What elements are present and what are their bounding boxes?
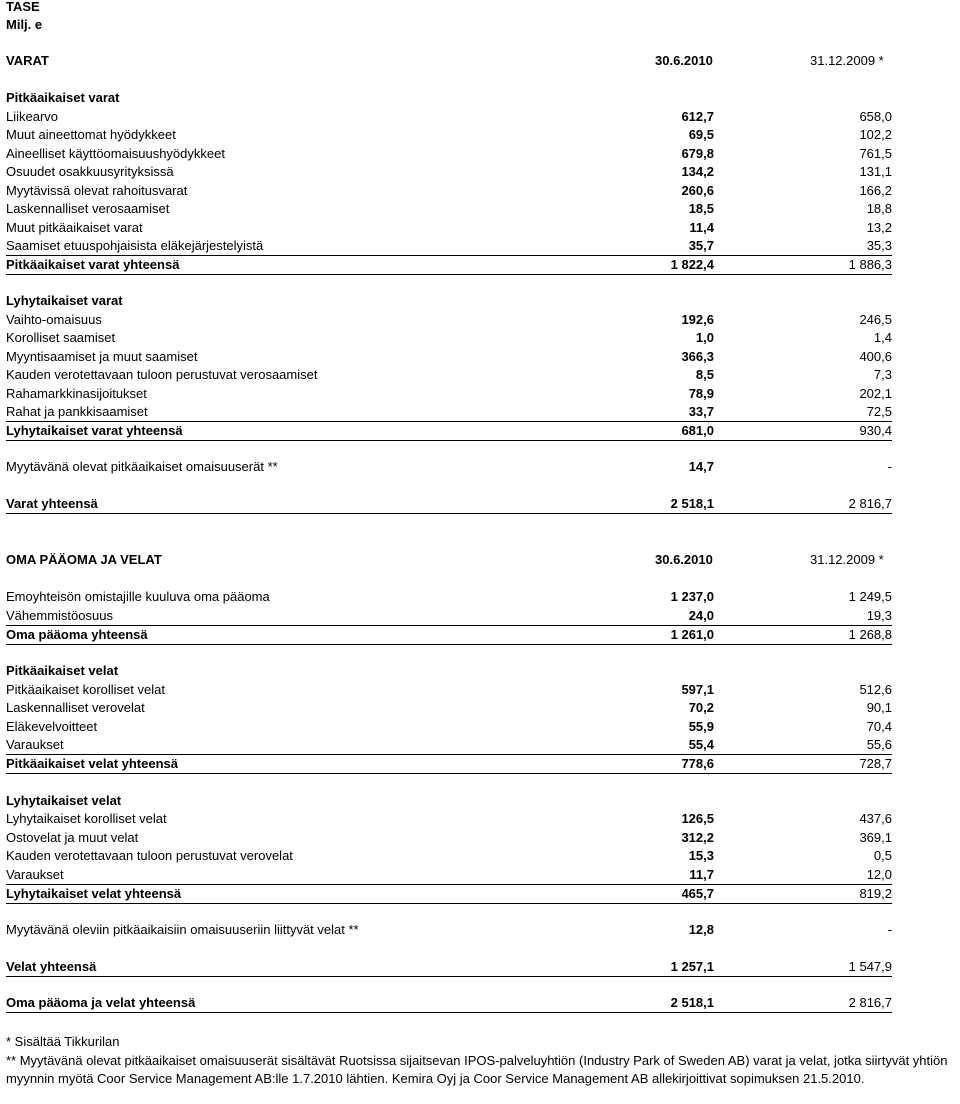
- table-row: [6, 163, 892, 181]
- total-label: Pitkäaikaiset varat yhteensä: [6, 257, 180, 272]
- equity-liabilities-header-label: OMA PÄÄOMA JA VELAT: [6, 552, 162, 567]
- total-label: Pitkäaikaiset velat yhteensä: [6, 756, 178, 771]
- assets-header-label: VARAT: [6, 53, 49, 68]
- row-value-2009: 18,8: [866, 201, 892, 216]
- row-value-2009: 35,3: [866, 238, 892, 253]
- row-value-2009: 72,5: [866, 404, 892, 419]
- row-value-2009: 90,1: [866, 700, 892, 715]
- row-value-2009: 369,1: [859, 830, 892, 845]
- total-value-2009: 2 816,7: [848, 995, 892, 1010]
- row-value-2010: 192,6: [681, 312, 714, 327]
- table-row: [6, 348, 892, 366]
- row-label: Vähemmistöosuus: [6, 608, 113, 623]
- row-label: Vaihto-omaisuus: [6, 312, 102, 327]
- row-value-2010: 33,7: [688, 404, 714, 419]
- row-label: Varaukset: [6, 737, 64, 752]
- total-label: Lyhytaikaiset varat yhteensä: [6, 423, 183, 438]
- row-value-2010: 69,5: [688, 127, 714, 142]
- row-value-2010: 11,7: [689, 867, 714, 882]
- total-label: Lyhytaikaiset velat yhteensä: [6, 886, 182, 901]
- table-row: [6, 219, 892, 237]
- table-row: [6, 588, 892, 606]
- noncurrent-assets-heading: [6, 89, 892, 107]
- noncurrent-assets-heading-text: Pitkäaikaiset varat: [6, 90, 120, 105]
- table-row: [6, 108, 892, 126]
- row-label: Aineelliset käyttöomaisuushyödykkeet: [6, 146, 225, 161]
- row-value-2010: 612,7: [681, 109, 714, 124]
- row-label: Varaukset: [6, 867, 64, 882]
- row-value-2009: 202,1: [859, 386, 892, 401]
- row-value-2009: 437,6: [859, 811, 892, 826]
- table-row: [6, 145, 892, 163]
- row-value-2010: 1,0: [695, 330, 714, 345]
- row-value-2010: 312,2: [681, 830, 714, 845]
- equity-liabilities-header: [6, 551, 892, 569]
- noncurrent-liabilities-heading: [6, 662, 892, 680]
- total-value-2009: 1 268,8: [848, 627, 892, 642]
- table-row: [6, 403, 892, 421]
- doc-unit: [6, 16, 892, 34]
- row-value-2010: 55,9: [688, 719, 714, 734]
- row-value-2009: 0,5: [873, 848, 892, 863]
- table-row: [6, 810, 892, 828]
- current-assets-total-row: [6, 421, 892, 441]
- row-label: Muut aineettomat hyödykkeet: [6, 127, 176, 142]
- total-value-2010: 2 518,1: [670, 496, 714, 511]
- row-value-2009: -: [887, 922, 892, 937]
- row-label: Korolliset saamiset: [6, 330, 116, 345]
- row-label: Emoyhteisön omistajille kuuluva oma pääoma: [6, 589, 270, 604]
- row-value-2009: 102,2: [859, 127, 892, 142]
- total-value-2010: 778,6: [681, 756, 714, 771]
- table-row: [6, 736, 892, 754]
- row-value-2009: 1 249,5: [848, 589, 892, 604]
- total-value-2010: 2 518,1: [670, 995, 714, 1010]
- row-value-2009: 1,4: [873, 330, 892, 345]
- noncurrent-liabilities-total-row: [6, 754, 892, 774]
- liabilities-total-row: [6, 958, 892, 977]
- table-row: [6, 182, 892, 200]
- table-row: [6, 699, 892, 717]
- table-row: [6, 866, 892, 884]
- assets-header-col1: 30.6.2010: [655, 53, 713, 68]
- row-label: Laskennalliset verovelat: [6, 700, 145, 715]
- row-value-2009: 512,6: [859, 682, 892, 697]
- row-label: Myytävänä oleviin pitkäaikaisiin omaisuuseriin liittyvät velat **: [6, 922, 359, 937]
- row-value-2010: 126,5: [681, 811, 714, 826]
- noncurrent-liabilities-heading-text: Pitkäaikaiset velat: [6, 663, 119, 678]
- row-value-2009: 761,5: [859, 146, 892, 161]
- row-value-2009: 13,2: [866, 220, 892, 235]
- footnote-2: ** Myytävänä olevat pitkäaikaiset omaisuuserät sisältävät Ruotsissa sijaitsevan IPOS-palveluyhtiön (Industry Park of Sweden AB) varat ja velat, jotka siirtyvät yhtiön myynnin myötä Coor Service Management AB:lle 1.7.2010 lähtien. Kemira Oyj ja Coor Service Management AB allekirjoittivat sopimuksen 21.5.2010.: [6, 1053, 948, 1086]
- total-label: Varat yhteensä: [6, 496, 98, 511]
- row-value-2009: 7,3: [873, 367, 892, 382]
- noncurrent-assets-total-row: [6, 255, 892, 275]
- table-row: [6, 829, 892, 847]
- table-row: [6, 237, 892, 255]
- row-value-2010: 14,7: [688, 459, 714, 474]
- row-value-2010: 679,8: [681, 146, 714, 161]
- row-label: Kauden verotettavaan tuloon perustuvat verosaamiset: [6, 367, 318, 382]
- row-label: Muut pitkäaikaiset varat: [6, 220, 143, 235]
- equity-total-row: [6, 625, 892, 645]
- row-value-2009: 70,4: [866, 719, 892, 734]
- held-for-sale-liabilities-row: [6, 921, 892, 939]
- row-value-2010: 15,3: [688, 848, 714, 863]
- row-value-2010: 12,8: [688, 922, 714, 937]
- table-row: [6, 607, 892, 625]
- table-row: [6, 718, 892, 736]
- equity-liabilities-grand-total-row: [6, 994, 892, 1013]
- row-value-2009: -: [887, 459, 892, 474]
- equity-liabilities-header-col1: 30.6.2010: [655, 552, 713, 567]
- current-liabilities-heading-text: Lyhytaikaiset velat: [6, 793, 122, 808]
- total-value-2009: 930,4: [859, 423, 892, 438]
- table-row: [6, 311, 892, 329]
- doc-title: [6, 0, 892, 16]
- current-liabilities-heading: [6, 792, 892, 810]
- row-label: Eläkevelvoitteet: [6, 719, 98, 734]
- row-value-2010: 18,5: [688, 201, 714, 216]
- row-value-2009: 12,0: [866, 867, 892, 882]
- total-value-2009: 1 547,9: [848, 959, 892, 974]
- table-row: [6, 385, 892, 403]
- total-label: Oma pääoma yhteensä: [6, 627, 148, 642]
- row-value-2009: 246,5: [859, 312, 892, 327]
- current-assets-heading: [6, 292, 892, 310]
- total-value-2009: 1 886,3: [848, 257, 892, 272]
- equity-liabilities-header-col2: 31.12.2009 *: [810, 552, 884, 567]
- current-assets-heading-text: Lyhytaikaiset varat: [6, 293, 123, 308]
- row-label: Lyhytaikaiset korolliset velat: [6, 811, 167, 826]
- row-label: Myytävänä olevat pitkäaikaiset omaisuuserät **: [6, 459, 278, 474]
- current-liabilities-total-row: [6, 884, 892, 904]
- total-value-2010: 1 261,0: [670, 627, 714, 642]
- row-value-2010: 11,4: [689, 220, 714, 235]
- row-label: Myyntisaamiset ja muut saamiset: [6, 349, 198, 364]
- row-label: Pitkäaikaiset korolliset velat: [6, 682, 165, 697]
- row-value-2010: 597,1: [681, 682, 714, 697]
- footnote-1: * Sisältää Tikkurilan: [6, 1034, 120, 1049]
- total-value-2010: 1 822,4: [670, 257, 714, 272]
- table-row: [6, 200, 892, 218]
- row-value-2010: 366,3: [681, 349, 714, 364]
- table-row: [6, 681, 892, 699]
- row-value-2010: 134,2: [681, 164, 714, 179]
- row-label: Saamiset etuuspohjaisista eläkejärjestelyistä: [6, 238, 264, 253]
- row-value-2010: 8,5: [695, 367, 714, 382]
- assets-header-col2: 31.12.2009 *: [810, 53, 884, 68]
- row-label: Rahamarkkinasijoitukset: [6, 386, 147, 401]
- row-label: Kauden verotettavaan tuloon perustuvat verovelat: [6, 848, 293, 863]
- row-label: Laskennalliset verosaamiset: [6, 201, 170, 216]
- row-value-2009: 55,6: [866, 737, 892, 752]
- row-value-2009: 19,3: [866, 608, 892, 623]
- row-value-2009: 166,2: [859, 183, 892, 198]
- row-label: Rahat ja pankkisaamiset: [6, 404, 148, 419]
- table-row: [6, 847, 892, 865]
- total-value-2010: 1 257,1: [670, 959, 714, 974]
- doc-unit-text: Milj. e: [6, 17, 43, 32]
- row-label: Myytävissä olevat rahoitusvarat: [6, 183, 188, 198]
- row-label: Ostovelat ja muut velat: [6, 830, 139, 845]
- row-value-2010: 35,7: [688, 238, 714, 253]
- total-value-2010: 681,0: [681, 423, 714, 438]
- table-row: [6, 329, 892, 347]
- row-value-2009: 658,0: [859, 109, 892, 124]
- row-value-2010: 24,0: [688, 608, 714, 623]
- total-value-2010: 465,7: [681, 886, 714, 901]
- row-value-2009: 131,1: [859, 164, 892, 179]
- row-value-2009: 400,6: [859, 349, 892, 364]
- total-label: Velat yhteensä: [6, 959, 97, 974]
- table-row: [6, 366, 892, 384]
- total-value-2009: 2 816,7: [848, 496, 892, 511]
- held-for-sale-assets-row: [6, 458, 892, 476]
- row-value-2010: 55,4: [688, 737, 714, 752]
- total-value-2009: 728,7: [859, 756, 892, 771]
- row-value-2010: 260,6: [681, 183, 714, 198]
- table-row: [6, 126, 892, 144]
- assets-header: [6, 52, 892, 70]
- total-label: Oma pääoma ja velat yhteensä: [6, 995, 196, 1010]
- row-value-2010: 70,2: [688, 700, 714, 715]
- row-label: Liikearvo: [6, 109, 59, 124]
- row-label: Osuudet osakkuusyrityksissä: [6, 164, 174, 179]
- assets-grand-total-row: [6, 495, 892, 514]
- row-value-2010: 78,9: [688, 386, 714, 401]
- total-value-2009: 819,2: [859, 886, 892, 901]
- row-value-2010: 1 237,0: [670, 589, 714, 604]
- doc-title-text: TASE: [6, 0, 40, 14]
